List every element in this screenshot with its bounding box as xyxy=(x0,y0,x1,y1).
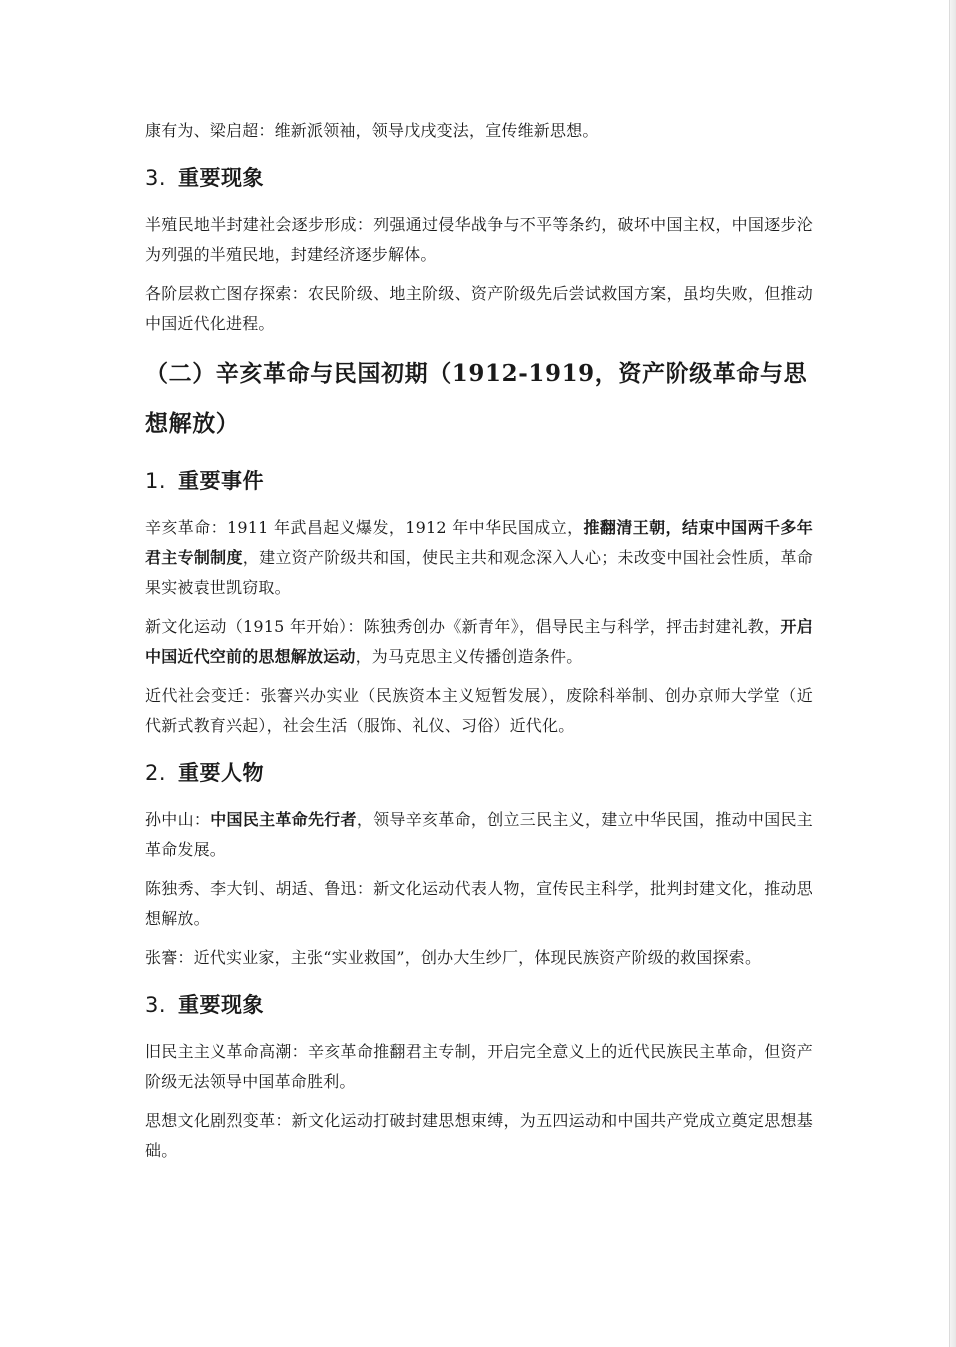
text-run: ，建立资产阶级共和国，使民主共和观念深入人心；未改变中国社会性质，革命果实被袁世凯窃取。 xyxy=(145,548,813,597)
bold-text: 中国民主革命先行者 xyxy=(210,810,357,829)
text-run: 张謇：近代实业家，主张“实业救国”，创办大生纱厂，体现民族资产阶级的救国探索。 xyxy=(145,948,762,967)
section-number: 2. xyxy=(145,761,167,785)
paragraph xyxy=(145,943,813,973)
text-run: 近代社会变迁：张謇兴办实业（民族资本主义短暂发展），废除科举制、创办京师大学堂（近代新式教育兴起），社会生活（服饰、礼仪、习俗）近代化。 xyxy=(145,686,813,735)
document-body xyxy=(145,116,813,1175)
text-run: 半殖民地半封建社会逐步形成：列强通过侵华战争与不平等条约，破坏中国主权，中国逐步沦为列强的半殖民地，封建经济逐步解体。 xyxy=(145,215,813,264)
section-number: 3. xyxy=(145,993,167,1017)
section-heading xyxy=(145,162,813,194)
paragraph xyxy=(145,1037,813,1097)
paragraph xyxy=(145,210,813,270)
paragraph xyxy=(145,513,813,603)
section-number: 3. xyxy=(145,166,167,190)
text-run: 新文化运动（1915 年开始）：陈独秀创办《新青年》，倡导民主与科学，抨击封建礼教， xyxy=(145,617,781,636)
paragraph xyxy=(145,874,813,934)
bold-text: 推翻清王朝，结束中国两千多年君主专制制度 xyxy=(145,518,813,567)
text-run: ，领导辛亥革命，创立三民主义，建立中华民国，推动中国民主革命发展。 xyxy=(145,810,813,859)
section-heading xyxy=(145,757,813,789)
paragraph xyxy=(145,681,813,741)
section-title: 重要现象 xyxy=(178,993,265,1017)
text-run: 辛亥革命：1911 年武昌起义爆发，1912 年中华民国成立， xyxy=(145,518,584,537)
paragraph xyxy=(145,279,813,339)
text-run: 康有为、梁启超：维新派领袖，领导戊戌变法，宣传维新思想。 xyxy=(145,121,599,140)
section-heading xyxy=(145,989,813,1021)
section-heading xyxy=(145,465,813,497)
text-run: 陈独秀、李大钊、胡适、鲁迅：新文化运动代表人物，宣传民主科学，批判封建文化，推动思想解放。 xyxy=(145,879,813,928)
chapter-heading: （二）辛亥革命与民国初期（1912-1919，资产阶级革命与思想解放） xyxy=(145,360,808,437)
text-run: 孙中山： xyxy=(145,810,211,829)
paragraph xyxy=(145,805,813,865)
text-run: 各阶层救亡图存探索：农民阶级、地主阶级、资产阶级先后尝试救国方案，虽均失败，但推动中国近代化进程。 xyxy=(145,284,813,333)
section-number: 1. xyxy=(145,469,167,493)
text-run: 思想文化剧烈变革：新文化运动打破封建思想束缚，为五四运动和中国共产党成立奠定思想基础。 xyxy=(145,1111,813,1160)
paragraph xyxy=(145,612,813,672)
section-title: 重要人物 xyxy=(178,761,265,785)
paragraph xyxy=(145,1106,813,1166)
page-edge xyxy=(949,0,956,1347)
section-title: 重要现象 xyxy=(178,166,265,190)
text-run: ，为马克思主义传播创造条件。 xyxy=(355,647,583,666)
paragraph xyxy=(145,116,813,146)
text-run: 旧民主主义革命高潮：辛亥革命推翻君主专制，开启完全意义上的近代民族民主革命，但资产阶级无法领导中国革命胜利。 xyxy=(145,1042,813,1091)
bold-text: 开启中国近代空前的思想解放运动 xyxy=(145,617,813,666)
section-title: 重要事件 xyxy=(178,469,265,493)
